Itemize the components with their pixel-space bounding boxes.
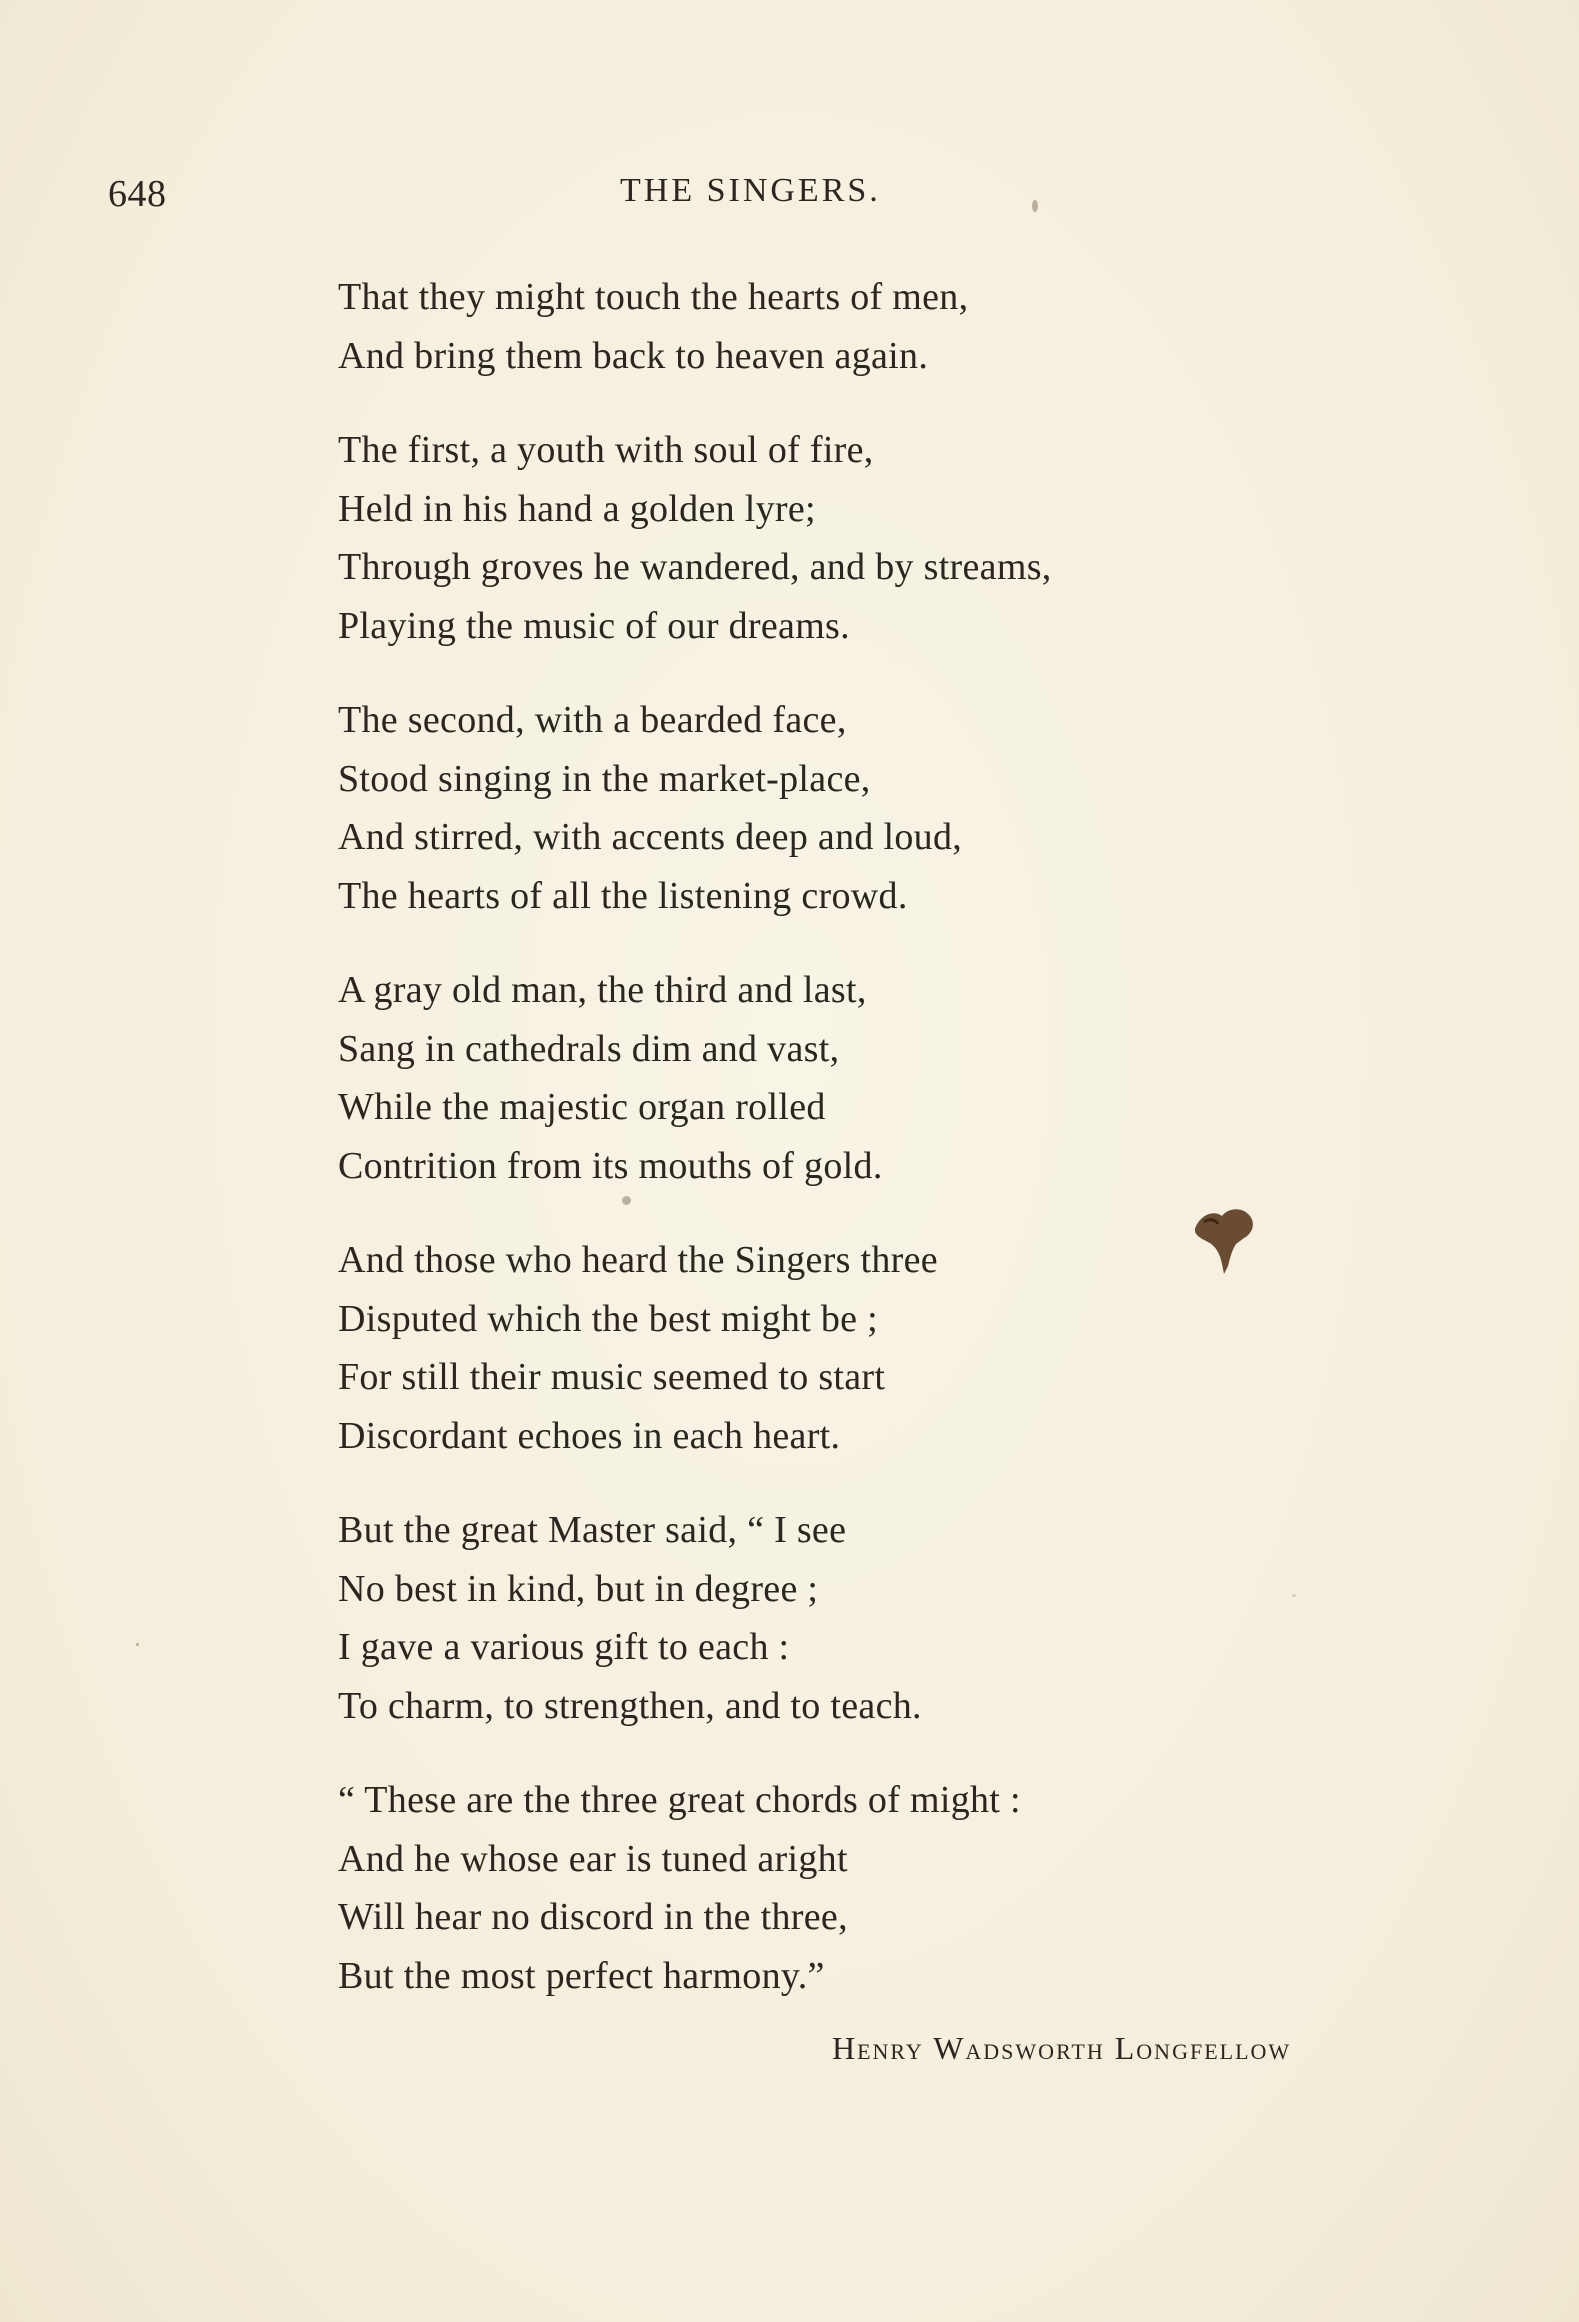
poem-line: While the majestic organ rolled: [338, 1086, 826, 1128]
poem-line: And bring them back to heaven again.: [338, 334, 929, 377]
stanza: [338, 1501, 1338, 1735]
paper-speck: [622, 1196, 631, 1205]
stanza: [338, 421, 1338, 655]
poem-line: Stood singing in the market-place,: [338, 757, 871, 800]
poem-body: [338, 268, 1338, 2041]
stanza: [338, 1771, 1338, 2005]
poem-line: “ These are the three great chords of might :: [338, 1779, 1021, 1821]
poem-line: And those who heard the Singers three: [338, 1239, 938, 1281]
stanza: [338, 691, 1338, 925]
poem-line: Held in his hand a golden lyre;: [338, 487, 816, 530]
stanza: [338, 1231, 1338, 1465]
ink-blot-mark: [1192, 1204, 1256, 1278]
poem-line: But the most perfect harmony.”: [338, 1954, 825, 1997]
poem-line: Contrition from its mouths of gold.: [338, 1144, 883, 1187]
poem-line: Through groves he wandered, and by streams,: [338, 546, 1052, 588]
poem-line: No best in kind, but in degree ;: [338, 1567, 819, 1610]
poem-line: And he whose ear is tuned aright: [338, 1837, 848, 1880]
poem-line: The hearts of all the listening crowd.: [338, 874, 908, 917]
poem-line: Will hear no discord in the three,: [338, 1896, 848, 1938]
poem-line: The second, with a bearded face,: [338, 699, 847, 741]
running-head: THE SINGERS.: [620, 172, 881, 209]
page-number: 648: [108, 173, 167, 215]
poem-line: Sang in cathedrals dim and vast,: [338, 1027, 840, 1070]
stanza: [338, 268, 1338, 385]
poem-line: The first, a youth with soul of fire,: [338, 429, 874, 471]
poem-line: Playing the music of our dreams.: [338, 604, 850, 647]
author-attribution: Henry Wadsworth Longfellow: [832, 2030, 1292, 2066]
paper-speck: [1292, 1594, 1296, 1597]
paper-speck: [136, 1643, 139, 1646]
poem-line: Disputed which the best might be ;: [338, 1297, 879, 1340]
poem-line: I gave a various gift to each :: [338, 1626, 790, 1668]
poem-line: That they might touch the hearts of men,: [338, 276, 969, 318]
poem-line: Discordant echoes in each heart.: [338, 1414, 841, 1457]
stanza: [338, 961, 1338, 1195]
poem-line: To charm, to strengthen, and to teach.: [338, 1684, 922, 1727]
poem-line: For still their music seemed to start: [338, 1356, 886, 1398]
poem-line: And stirred, with accents deep and loud,: [338, 816, 963, 858]
poem-line: But the great Master said, “ I see: [338, 1509, 847, 1551]
poem-line: A gray old man, the third and last,: [338, 969, 867, 1011]
paper-speck: [1032, 200, 1038, 212]
